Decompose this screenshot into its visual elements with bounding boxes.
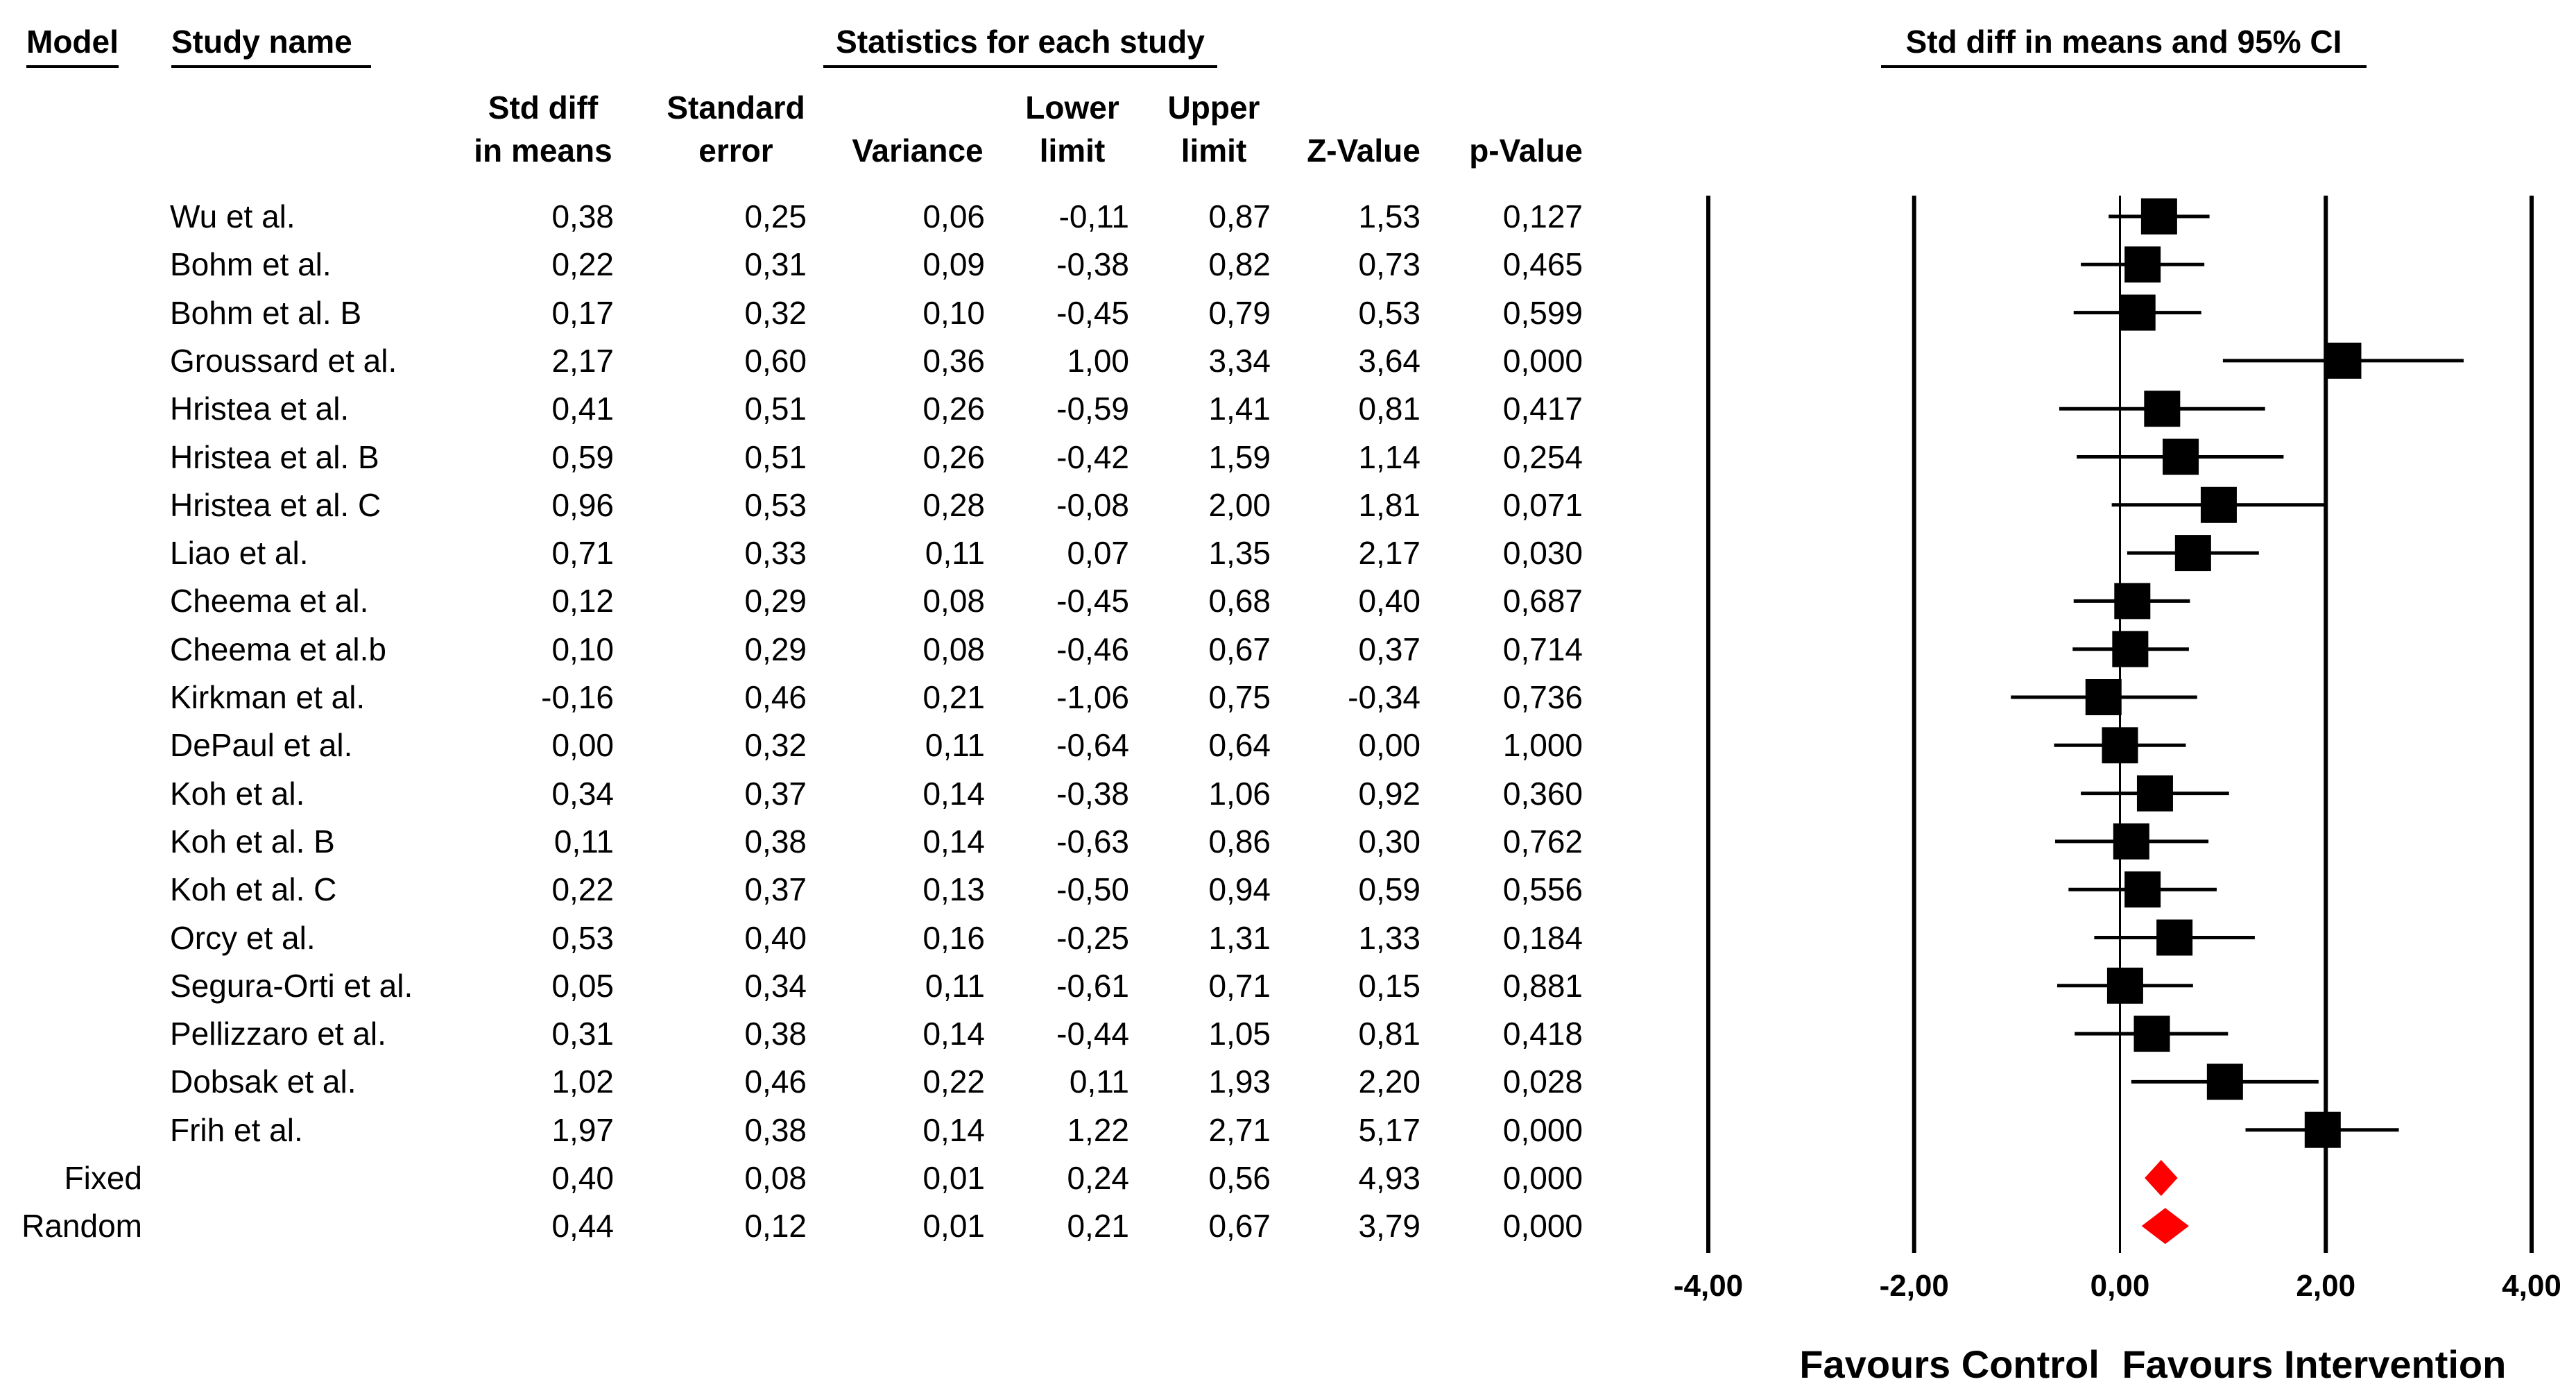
cell-var: 0,01 [922, 1208, 985, 1245]
cell-se: 0,53 [744, 486, 807, 523]
column-header-line1: Standard [667, 89, 805, 126]
study-name: Bohm et al. [170, 246, 332, 283]
cell-se: 0,34 [744, 967, 807, 1004]
cell-p: 0,714 [1502, 631, 1583, 667]
cell-z: 0,30 [1358, 823, 1420, 860]
point-estimate-square [2207, 1063, 2243, 1100]
cell-upper: 0,75 [1208, 679, 1271, 715]
study-name: Bohm et al. B [170, 294, 362, 331]
plot-title: Std diff in means and 95% CI [1881, 21, 2367, 68]
cell-se: 0,60 [744, 342, 807, 379]
point-estimate-square [2112, 631, 2148, 667]
cell-se: 0,29 [744, 583, 807, 619]
study-name: Cheema et al.b [170, 631, 386, 667]
point-estimate-square [2201, 487, 2237, 523]
cell-var: 0,08 [922, 631, 985, 667]
point-estimate-square [2113, 823, 2149, 860]
cell-smd: 0,34 [551, 775, 614, 812]
cell-lower: 0,21 [1067, 1208, 1129, 1245]
cell-z: 1,33 [1358, 919, 1420, 956]
cell-se: 0,33 [744, 535, 807, 572]
cell-var: 0,21 [922, 679, 985, 715]
point-estimate-square [2144, 391, 2180, 427]
cell-smd: 0,22 [551, 246, 614, 283]
cell-p: 0,000 [1502, 1208, 1583, 1245]
study-name: Frih et al. [170, 1111, 303, 1148]
statistics-header: Statistics for each study [823, 21, 1217, 68]
cell-var: 0,13 [922, 871, 985, 908]
cell-var: 0,06 [922, 198, 985, 234]
cell-upper: 1,06 [1208, 775, 1271, 812]
column-header-line2: error [698, 133, 773, 169]
point-estimate-square [2120, 295, 2156, 331]
cell-var: 0,26 [922, 438, 985, 475]
cell-smd: 0,22 [551, 871, 614, 908]
cell-z: 1,53 [1358, 198, 1420, 234]
cell-lower: -0,44 [1056, 1016, 1129, 1052]
point-estimate-square [2137, 776, 2173, 812]
study-name: Liao et al. [170, 535, 309, 572]
cell-upper: 0,87 [1208, 198, 1271, 234]
cell-p: 0,000 [1502, 1111, 1583, 1148]
cell-upper: 0,68 [1208, 583, 1271, 619]
cell-se: 0,29 [744, 631, 807, 667]
cell-z: 1,81 [1358, 486, 1420, 523]
cell-var: 0,14 [922, 775, 985, 812]
cell-p: 0,881 [1502, 967, 1583, 1004]
cell-var: 0,10 [922, 294, 985, 331]
cell-smd: 2,17 [551, 342, 614, 379]
model-label: Fixed [64, 1160, 142, 1196]
study-name: Wu et al. [170, 198, 295, 234]
cell-upper: 1,41 [1208, 391, 1271, 427]
cell-var: 0,08 [922, 583, 985, 619]
cell-lower: 1,00 [1067, 342, 1129, 379]
cell-se: 0,37 [744, 871, 807, 908]
cell-se: 0,12 [744, 1208, 807, 1245]
cell-se: 0,38 [744, 1111, 807, 1148]
cell-smd: 0,40 [551, 1160, 614, 1196]
study-name: DePaul et al. [170, 727, 353, 764]
cell-smd: 0,41 [551, 391, 614, 427]
cell-lower: 0,07 [1067, 535, 1129, 572]
cell-var: 0,36 [922, 342, 985, 379]
cell-p: 0,254 [1502, 438, 1583, 475]
point-estimate-square [2114, 583, 2150, 619]
cell-p: 0,556 [1502, 871, 1583, 908]
cell-var: 0,28 [922, 486, 985, 523]
model-label: Random [22, 1208, 142, 1245]
column-header-line2: limit [1180, 133, 1247, 169]
cell-p: 0,360 [1502, 775, 1583, 812]
cell-smd: 0,05 [551, 967, 614, 1004]
cell-z: 3,79 [1358, 1208, 1420, 1245]
cell-var: 0,22 [922, 1063, 985, 1100]
column-header-line1: Upper [1167, 89, 1260, 126]
column-header-line2: in means [474, 133, 612, 169]
cell-smd: 0,12 [551, 583, 614, 619]
cell-smd: 1,02 [551, 1063, 614, 1100]
cell-se: 0,32 [744, 294, 807, 331]
point-estimate-square [2102, 727, 2138, 763]
cell-z: 0,81 [1358, 1016, 1420, 1052]
cell-smd: 0,10 [551, 631, 614, 667]
cell-se: 0,31 [744, 246, 807, 283]
study-name: Hristea et al. [170, 391, 350, 427]
cell-z: 0,73 [1358, 246, 1420, 283]
point-estimate-square [2107, 968, 2143, 1004]
cell-smd: -0,16 [541, 679, 614, 715]
cell-p: 0,762 [1502, 823, 1583, 860]
cell-p: 0,687 [1502, 583, 1583, 619]
study-name: Kirkman et al. [170, 679, 366, 715]
cell-se: 0,46 [744, 1063, 807, 1100]
cell-se: 0,32 [744, 727, 807, 764]
point-estimate-square [2325, 343, 2361, 379]
cell-upper: 0,86 [1208, 823, 1271, 860]
point-estimate-square [2133, 1016, 2170, 1052]
cell-z: -0,34 [1348, 679, 1420, 715]
point-estimate-square [2175, 535, 2211, 571]
cell-upper: 3,34 [1208, 342, 1271, 379]
cell-lower: -0,59 [1056, 391, 1129, 427]
cell-lower: -0,50 [1056, 871, 1129, 908]
cell-var: 0,11 [925, 535, 985, 572]
study-name: Pellizzaro et al. [170, 1016, 386, 1052]
cell-upper: 0,82 [1208, 246, 1271, 283]
cell-smd: 0,44 [551, 1208, 614, 1245]
cell-se: 0,40 [744, 919, 807, 956]
x-tick-label: 2,00 [2296, 1269, 2356, 1303]
cell-p: 0,599 [1502, 294, 1583, 331]
cell-z: 0,53 [1358, 294, 1420, 331]
cell-se: 0,38 [744, 1016, 807, 1052]
favours-control-label: Favours Control [1799, 1342, 2100, 1386]
study-name: Segura-Orti et al. [170, 967, 413, 1004]
column-header-line1: Lower [1025, 89, 1119, 126]
cell-lower: -0,38 [1056, 246, 1129, 283]
cell-lower: 0,24 [1067, 1160, 1129, 1196]
cell-p: 0,000 [1502, 342, 1583, 379]
cell-smd: 0,38 [551, 198, 614, 234]
point-estimate-square [2156, 920, 2192, 956]
cell-lower: -0,38 [1056, 775, 1129, 812]
cell-var: 0,14 [922, 823, 985, 860]
cell-smd: 0,17 [551, 294, 614, 331]
cell-p: 0,417 [1502, 391, 1583, 427]
point-estimate-square [2163, 439, 2199, 475]
cell-upper: 0,94 [1208, 871, 1271, 908]
cell-var: 0,14 [922, 1111, 985, 1148]
cell-z: 3,64 [1358, 342, 1420, 379]
cell-upper: 0,67 [1208, 631, 1271, 667]
cell-se: 0,25 [744, 198, 807, 234]
cell-smd: 0,59 [551, 438, 614, 475]
column-header-line1: Std diff [488, 89, 599, 126]
cell-upper: 2,00 [1208, 486, 1271, 523]
cell-lower: -0,45 [1056, 294, 1129, 331]
column-header-line2: limit [1039, 133, 1106, 169]
summary-diamond-fixed [2145, 1160, 2177, 1196]
cell-se: 0,37 [744, 775, 807, 812]
column-header-line2: p-Value [1469, 133, 1583, 169]
study-name: Cheema et al. [170, 583, 369, 619]
cell-lower: -0,08 [1056, 486, 1129, 523]
cell-lower: -0,46 [1056, 631, 1129, 667]
cell-z: 5,17 [1358, 1111, 1420, 1148]
cell-p: 0,418 [1502, 1016, 1583, 1052]
study-name: Dobsak et al. [170, 1063, 357, 1100]
study-name: Koh et al. [170, 775, 305, 812]
x-tick-label: 4,00 [2502, 1269, 2561, 1303]
cell-upper: 0,79 [1208, 294, 1271, 331]
cell-lower: -0,63 [1056, 823, 1129, 860]
point-estimate-square [2305, 1112, 2341, 1148]
cell-var: 0,09 [922, 246, 985, 283]
cell-z: 0,92 [1358, 775, 1420, 812]
cell-upper: 0,56 [1208, 1160, 1271, 1196]
cell-lower: -0,11 [1058, 198, 1129, 234]
study-name: Koh et al. C [170, 871, 337, 908]
cell-p: 0,000 [1502, 1160, 1583, 1196]
cell-p: 0,071 [1502, 486, 1583, 523]
cell-var: 0,11 [925, 727, 985, 764]
cell-var: 0,11 [925, 967, 985, 1004]
cell-upper: 1,35 [1208, 535, 1271, 572]
cell-lower: -0,25 [1056, 919, 1129, 956]
point-estimate-square [2124, 871, 2161, 907]
cell-z: 0,15 [1358, 967, 1420, 1004]
cell-var: 0,16 [922, 919, 985, 956]
cell-upper: 0,71 [1208, 967, 1271, 1004]
model-header: Model [26, 21, 119, 68]
study-name: Groussard et al. [170, 342, 397, 379]
x-tick-label: -4,00 [1673, 1269, 1744, 1303]
study-name: Hristea et al. C [170, 486, 381, 523]
cell-lower: -0,64 [1056, 727, 1129, 764]
point-estimate-square [2141, 198, 2177, 234]
column-header-line2: Z-Value [1307, 133, 1420, 169]
cell-var: 0,26 [922, 391, 985, 427]
cell-z: 4,93 [1358, 1160, 1420, 1196]
study-name-header: Study name [171, 21, 371, 68]
cell-smd: 0,71 [551, 535, 614, 572]
cell-p: 0,736 [1502, 679, 1583, 715]
cell-var: 0,14 [922, 1016, 985, 1052]
x-tick-label: -2,00 [1879, 1269, 1949, 1303]
cell-upper: 1,93 [1208, 1063, 1271, 1100]
cell-z: 1,14 [1358, 438, 1420, 475]
cell-lower: -1,06 [1056, 679, 1129, 715]
cell-lower: -0,45 [1056, 583, 1129, 619]
cell-lower: 0,11 [1069, 1063, 1129, 1100]
cell-z: 2,17 [1358, 535, 1420, 572]
cell-upper: 1,59 [1208, 438, 1271, 475]
cell-se: 0,38 [744, 823, 807, 860]
cell-upper: 1,31 [1208, 919, 1271, 956]
cell-p: 0,184 [1502, 919, 1583, 956]
cell-se: 0,51 [744, 438, 807, 475]
study-name: Orcy et al. [170, 919, 316, 956]
cell-var: 0,01 [922, 1160, 985, 1196]
cell-smd: 0,31 [551, 1016, 614, 1052]
cell-p: 0,465 [1502, 246, 1583, 283]
cell-lower: 1,22 [1067, 1111, 1129, 1148]
cell-lower: -0,42 [1056, 438, 1129, 475]
cell-p: 0,030 [1502, 535, 1583, 572]
column-header-line2: Variance [852, 133, 984, 169]
cell-z: 0,81 [1358, 391, 1420, 427]
cell-p: 1,000 [1502, 727, 1583, 764]
point-estimate-square [2124, 246, 2161, 282]
study-name: Koh et al. B [170, 823, 335, 860]
cell-upper: 0,67 [1208, 1208, 1271, 1245]
summary-diamond-random [2142, 1208, 2189, 1244]
cell-upper: 2,71 [1208, 1111, 1271, 1148]
cell-upper: 1,05 [1208, 1016, 1271, 1052]
cell-se: 0,08 [744, 1160, 807, 1196]
cell-smd: 0,00 [551, 727, 614, 764]
favours-intervention-label: Favours Intervention [2122, 1342, 2507, 1386]
point-estimate-square [2086, 679, 2122, 715]
cell-smd: 1,97 [551, 1111, 614, 1148]
cell-p: 0,028 [1502, 1063, 1583, 1100]
cell-p: 0,127 [1502, 198, 1583, 234]
cell-z: 0,59 [1358, 871, 1420, 908]
cell-z: 2,20 [1358, 1063, 1420, 1100]
cell-se: 0,51 [744, 391, 807, 427]
cell-smd: 0,53 [551, 919, 614, 956]
cell-upper: 0,64 [1208, 727, 1271, 764]
cell-se: 0,46 [744, 679, 807, 715]
cell-lower: -0,61 [1056, 967, 1129, 1004]
cell-z: 0,37 [1358, 631, 1420, 667]
study-name: Hristea et al. B [170, 438, 379, 475]
x-tick-label: 0,00 [2090, 1269, 2150, 1303]
cell-z: 0,40 [1358, 583, 1420, 619]
cell-smd: 0,96 [551, 486, 614, 523]
cell-smd: 0,11 [553, 823, 614, 860]
cell-z: 0,00 [1358, 727, 1420, 764]
